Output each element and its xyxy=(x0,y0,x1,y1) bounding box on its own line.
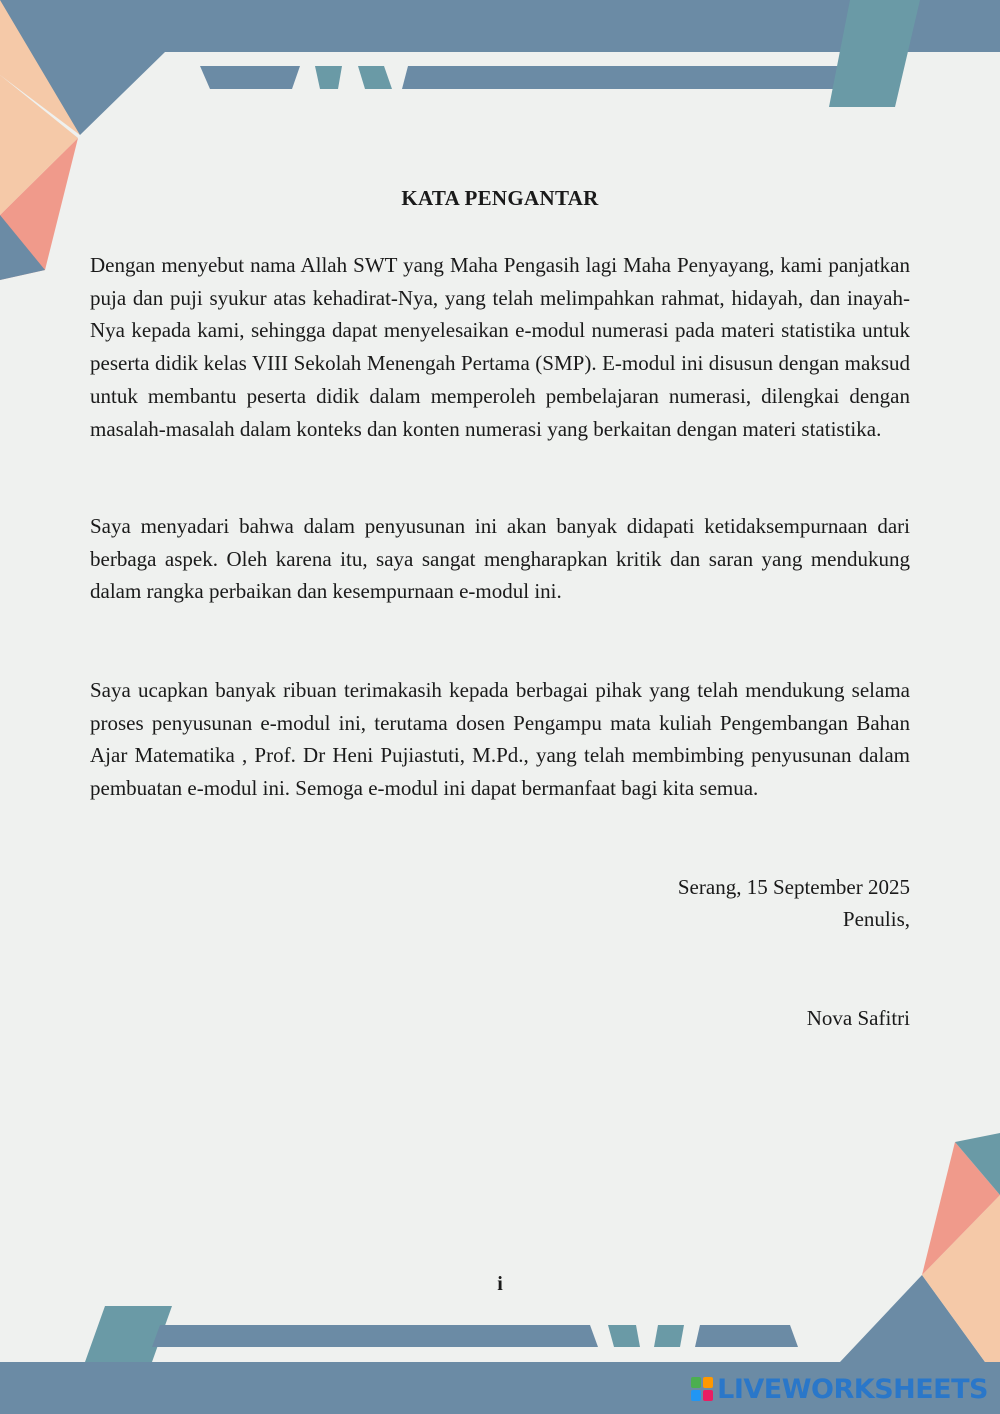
paragraph-acknowledge-imperfection: Saya menyadari bahwa dalam penyusunan ini akan banyak didapati ketidaksempurnaan dari berbaga aspek. Oleh karena itu, saya sangat mengharapkan kritik dan saran yang mendukung dalam rangka perbaikan dan kesempurnaan e-modul ini. xyxy=(90,514,910,604)
paragraph-thanks: Saya ucapkan banyak ribuan terimakasih kepada berbagai pihak yang telah mendukung selama proses penyusunan e-modul ini, terutama dosen Pengampu mata kuliah Pengembangan Bahan Ajar Matematika , Prof. Dr Heni Pujiastuti, M.Pd., yang telah membimbing penyusunan dalam pembuatan e-modul ini. Semoga e-modul ini dapat bermanfaat bagi kita semua. xyxy=(90,678,910,801)
bottom-stripe-2 xyxy=(608,1325,640,1347)
bottom-stripe-4 xyxy=(695,1325,798,1347)
page-title: KATA PENGANTAR xyxy=(401,186,599,210)
author-role: Penulis, xyxy=(842,907,910,931)
top-stripe-4 xyxy=(402,66,842,89)
liveworksheets-watermark[interactable] xyxy=(691,1372,988,1406)
bottom-stripe-1 xyxy=(152,1325,598,1347)
liveworksheets-brand-text: LIVEWORKSHEETS xyxy=(717,1373,988,1405)
liveworksheets-logo-icon xyxy=(691,1377,713,1401)
paragraph-intro: Dengan menyebut nama Allah SWT yang Maha Pengasih lagi Maha Penyayang, kami panjatkan puja dan puji syukur atas kehadirat-Nya, yang telah melimpahkan rahmat, hidayah, dan inayah-Nya kepada kami, sehingga dapat menyelesaikan e-modul numerasi pada materi statistika untuk peserta didik kelas VIII Sekolah Menengah Pertama (SMP). E-modul ini disusun dengan maksud untuk membantu peserta didik dalam memperoleh pembelajaran numerasi, dilengkai dengan masalah-masalah dalam konteks dan konten numerasi yang berkaitan dengan materi statistika. xyxy=(90,253,910,441)
author-name: Nova Safitri xyxy=(806,1006,910,1030)
top-stripe-3 xyxy=(358,66,392,89)
top-stripe-2 xyxy=(315,66,342,89)
bottom-stripe-3 xyxy=(654,1325,684,1347)
page-number: i xyxy=(497,1273,503,1295)
top-stripe-1 xyxy=(200,66,300,89)
place-date: Serang, 15 September 2025 xyxy=(677,875,910,899)
